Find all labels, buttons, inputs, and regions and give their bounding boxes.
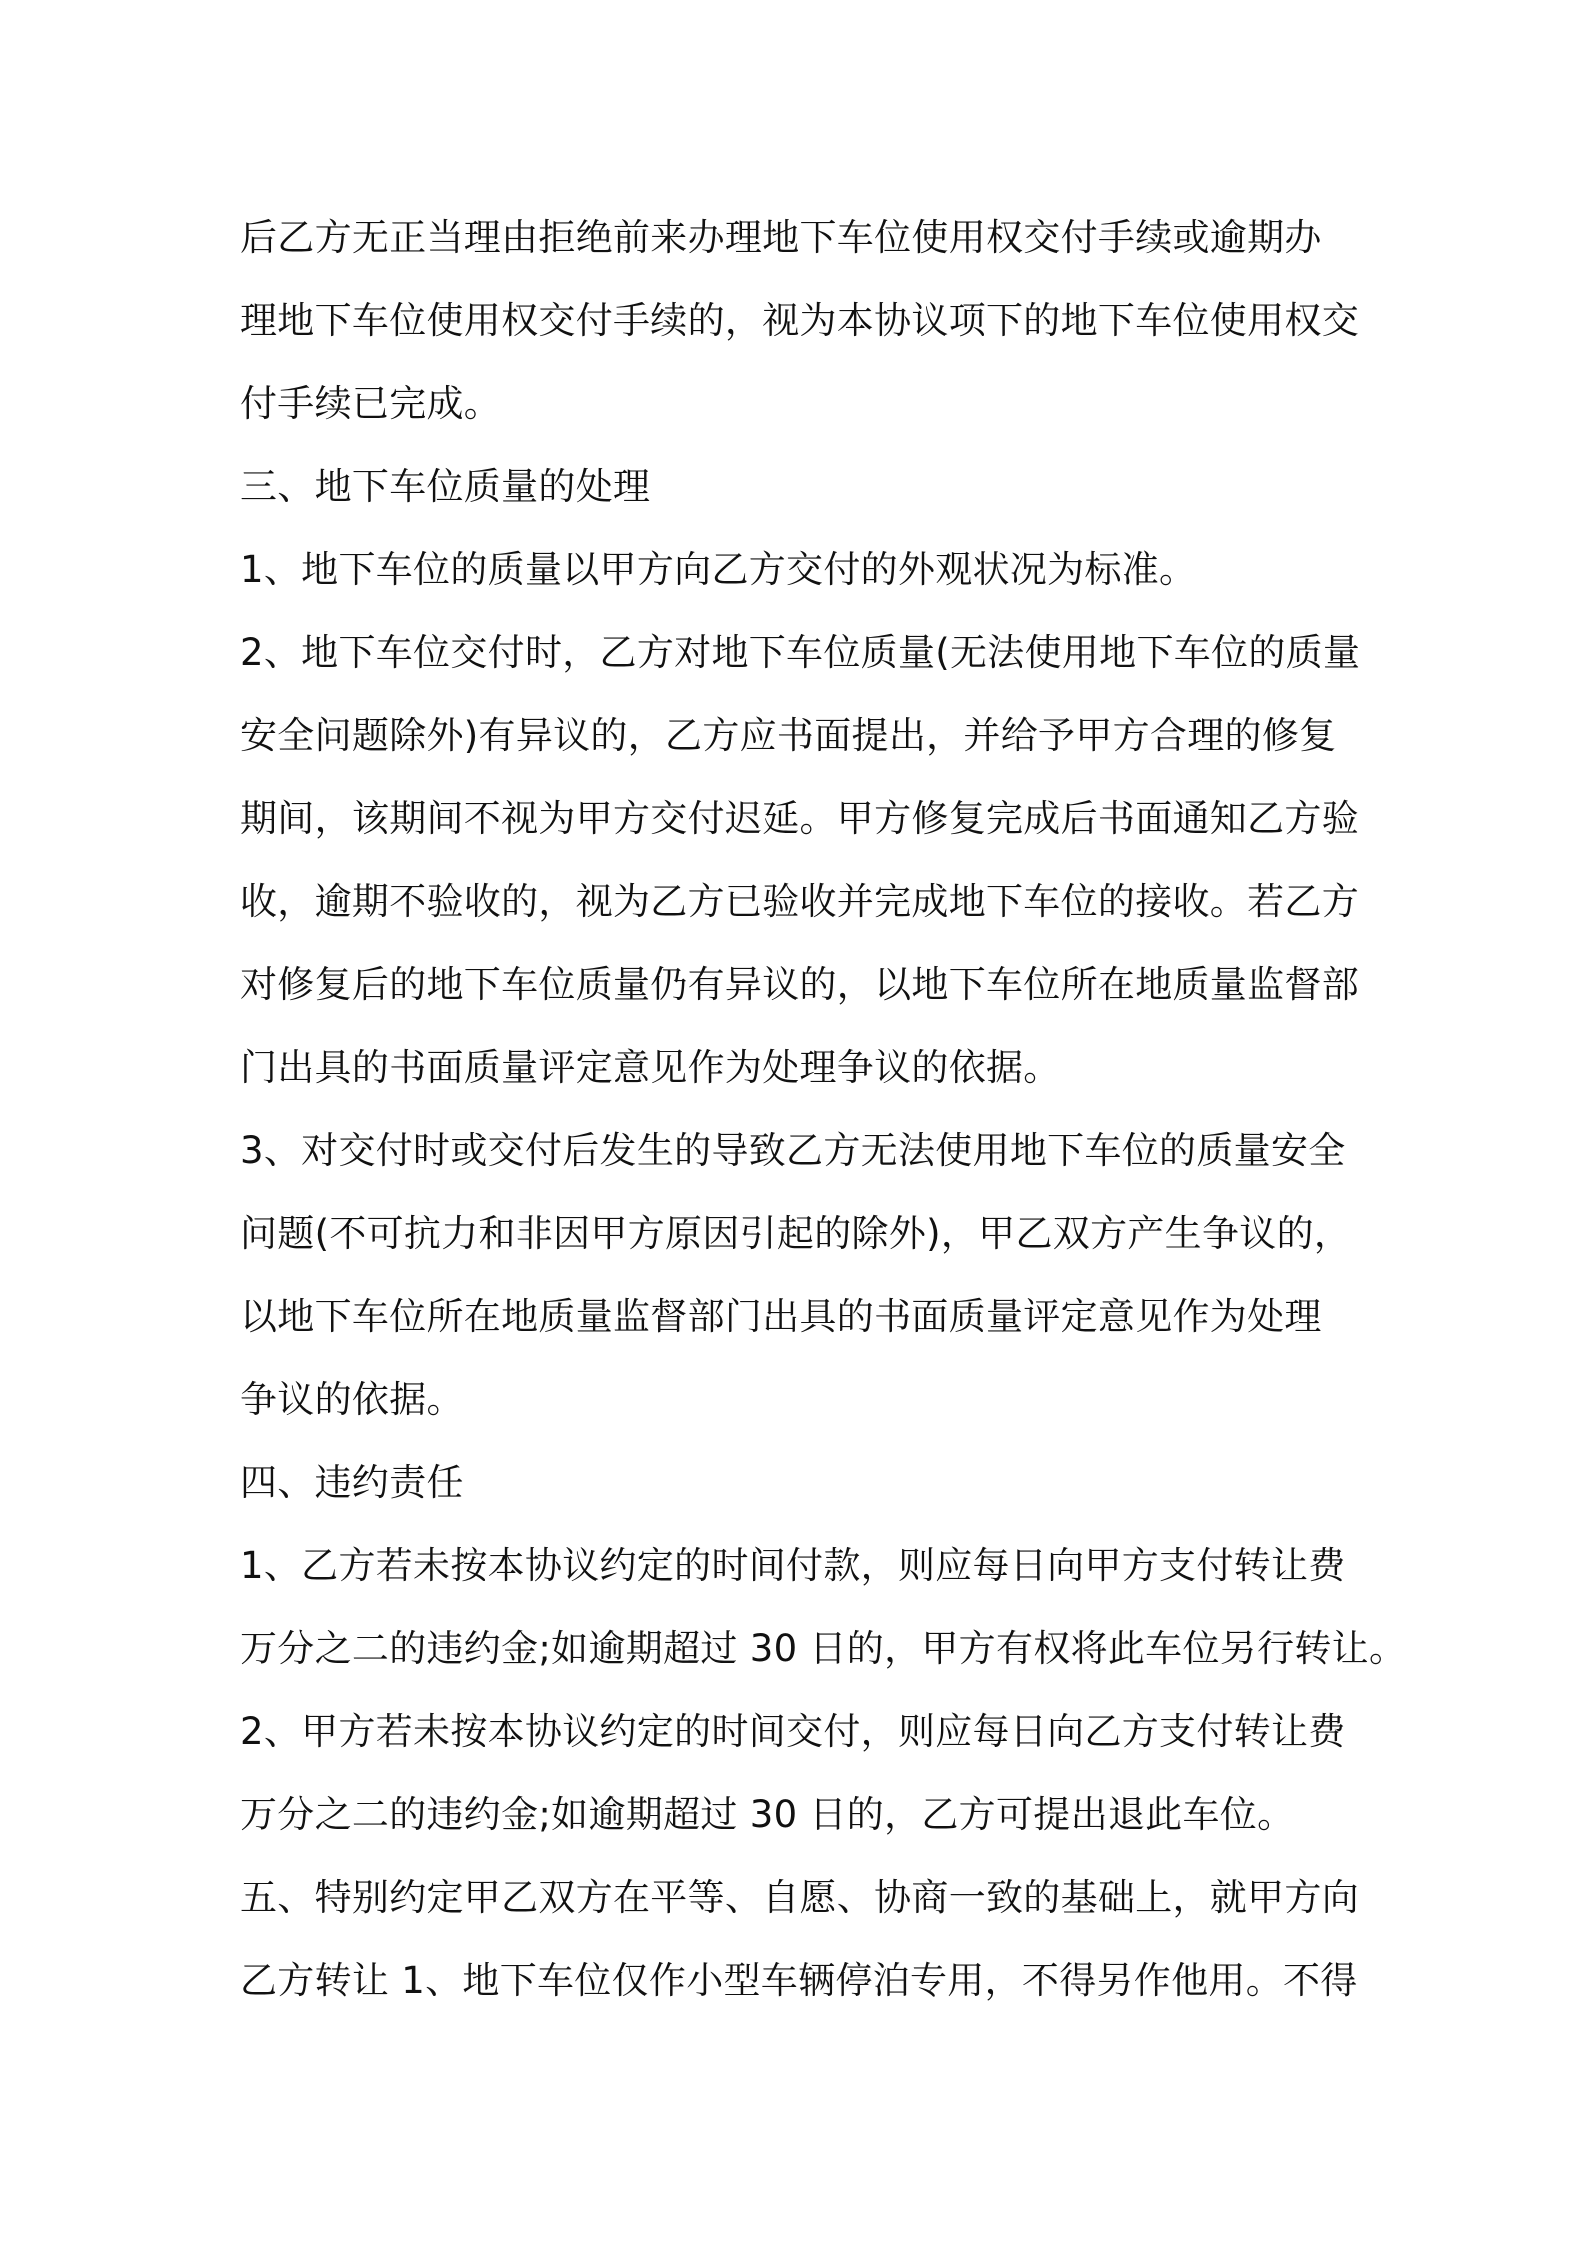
section-special-agreement bbox=[240, 1856, 1370, 2022]
text-line: 后乙方无正当理由拒绝前来办理地下车位使用权交付手续或逾期办 bbox=[240, 216, 1322, 259]
text-line: 3、对交付时或交付后发生的导致乙方无法使用地下车位的质量安全 bbox=[240, 1129, 1346, 1172]
paragraph-delivery-completion bbox=[240, 196, 1370, 445]
text-line: 1、地下车位的质量以甲方向乙方交付的外观状况为标准。 bbox=[240, 548, 1197, 591]
text-line: 万分之二的违约金;如逾期超过 30 日的，乙方可提出退此车位。 bbox=[240, 1793, 1295, 1836]
clause-quality-2 bbox=[240, 611, 1370, 1109]
clause-quality-3 bbox=[240, 1109, 1370, 1441]
text-line: 2、甲方若未按本协议约定的时间交付，则应每日向乙方支付转让费 bbox=[240, 1710, 1346, 1753]
text-line: 对修复后的地下车位质量仍有异议的，以地下车位所在地质量监督部 bbox=[240, 963, 1359, 1006]
text-line: 期间，该期间不视为甲方交付迟延。甲方修复完成后书面通知乙方验 bbox=[240, 797, 1359, 840]
clause-liability-1 bbox=[240, 1524, 1407, 1690]
document-body bbox=[240, 196, 1407, 2022]
text-line: 以地下车位所在地质量监督部门出具的书面质量评定意见作为处理 bbox=[240, 1295, 1322, 1338]
text-line: 安全问题除外)有异议的，乙方应书面提出，并给予甲方合理的修复 bbox=[240, 714, 1337, 757]
text-line: 问题(不可抗力和非因甲方原因引起的除外)，甲乙双方产生争议的， bbox=[240, 1212, 1352, 1255]
heading-line: 四、违约责任 bbox=[240, 1461, 464, 1504]
text-line: 争议的依据。 bbox=[240, 1378, 464, 1421]
heading-line: 三、地下车位质量的处理 bbox=[240, 465, 651, 508]
clause-liability-2 bbox=[240, 1690, 1370, 1856]
section-heading-quality bbox=[240, 445, 1370, 528]
text-line: 五、特别约定甲乙双方在平等、自愿、协商一致的基础上，就甲方向 bbox=[240, 1876, 1359, 1919]
text-line: 乙方转让 1、地下车位仅作小型车辆停泊专用，不得另作他用。不得 bbox=[240, 1959, 1358, 2002]
section-heading-liability bbox=[240, 1441, 1370, 1524]
text-line: 付手续已完成。 bbox=[240, 382, 502, 425]
text-line: 门出具的书面质量评定意见作为处理争议的依据。 bbox=[240, 1046, 1061, 1089]
text-line: 万分之二的违约金;如逾期超过 30 日的，甲方有权将此车位另行转让。 bbox=[240, 1627, 1407, 1670]
text-line: 收，逾期不验收的，视为乙方已验收并完成地下车位的接收。若乙方 bbox=[240, 880, 1359, 923]
text-line: 2、地下车位交付时，乙方对地下车位质量(无法使用地下车位的质量 bbox=[240, 631, 1361, 674]
clause-quality-1 bbox=[240, 528, 1370, 611]
text-line: 理地下车位使用权交付手续的，视为本协议项下的地下车位使用权交 bbox=[240, 299, 1359, 342]
text-line: 1、乙方若未按本协议约定的时间付款，则应每日向甲方支付转让费 bbox=[240, 1544, 1346, 1587]
